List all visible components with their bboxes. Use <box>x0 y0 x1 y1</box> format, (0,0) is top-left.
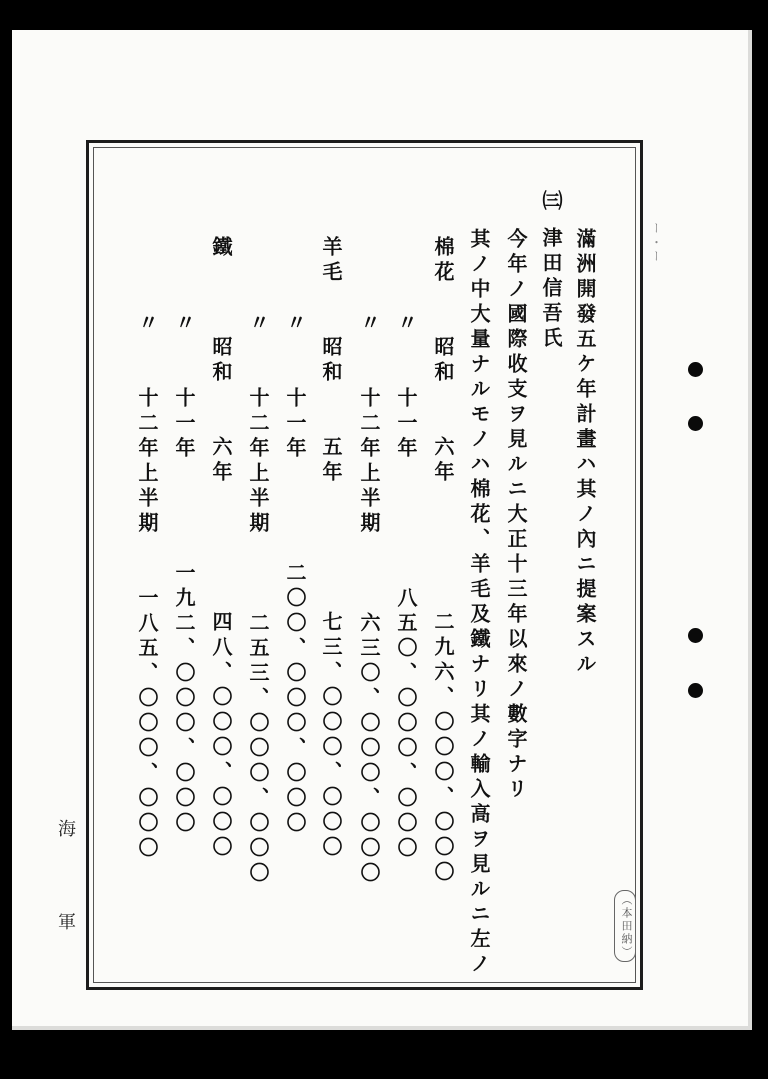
table-row: 鐵 昭和 六年 四八、〇〇〇、〇〇〇 <box>209 236 233 861</box>
binder-hole <box>688 416 703 431</box>
table-row: 〃 十一年 一九二、〇〇〇、〇〇〇 <box>172 312 196 837</box>
speaker-name: 津田信吾氏 <box>539 226 563 352</box>
table-row: 羊毛 昭和 五年 七三、〇〇〇、〇〇〇 <box>319 236 343 861</box>
text-column-2: 今年ノ國際收支ヲ見ルニ大正十三年以來ノ數字ナリ <box>504 228 528 803</box>
page-mark: ー・ー <box>649 222 663 264</box>
binder-hole <box>688 683 703 698</box>
text-column-3: 其ノ中大量ナルモノハ棉花、羊毛及鐵ナリ其ノ輸入高ヲ見ルニ左ノ <box>467 228 491 978</box>
section-heading <box>538 190 564 352</box>
table-row: 〃 十二年上半期 二五三、〇〇〇、〇〇〇 <box>246 312 270 887</box>
table-row: 棉花 昭和 六年 二九六、〇〇〇、〇〇〇 <box>431 236 455 886</box>
binder-hole <box>688 628 703 643</box>
text-column-1: 滿洲開發五ケ年計畫ハ其ノ內ニ提案スル <box>573 228 597 678</box>
section-number: ㈢ <box>539 190 563 215</box>
table-row: 〃 十二年上半期 一八五、〇〇〇、〇〇〇 <box>135 312 159 862</box>
margin-label-bottom: 軍 <box>58 912 76 933</box>
archive-stamp: （本田納） <box>614 890 636 962</box>
binder-hole <box>688 362 703 377</box>
table-row: 〃 十一年 八五〇、〇〇〇、〇〇〇 <box>394 312 418 862</box>
margin-label-top: 海 <box>58 819 76 840</box>
table-row: 〃 十二年上半期 六三〇、〇〇〇、〇〇〇 <box>357 312 381 887</box>
table-row: 〃 十一年 二〇〇、〇〇〇、〇〇〇 <box>283 312 307 837</box>
